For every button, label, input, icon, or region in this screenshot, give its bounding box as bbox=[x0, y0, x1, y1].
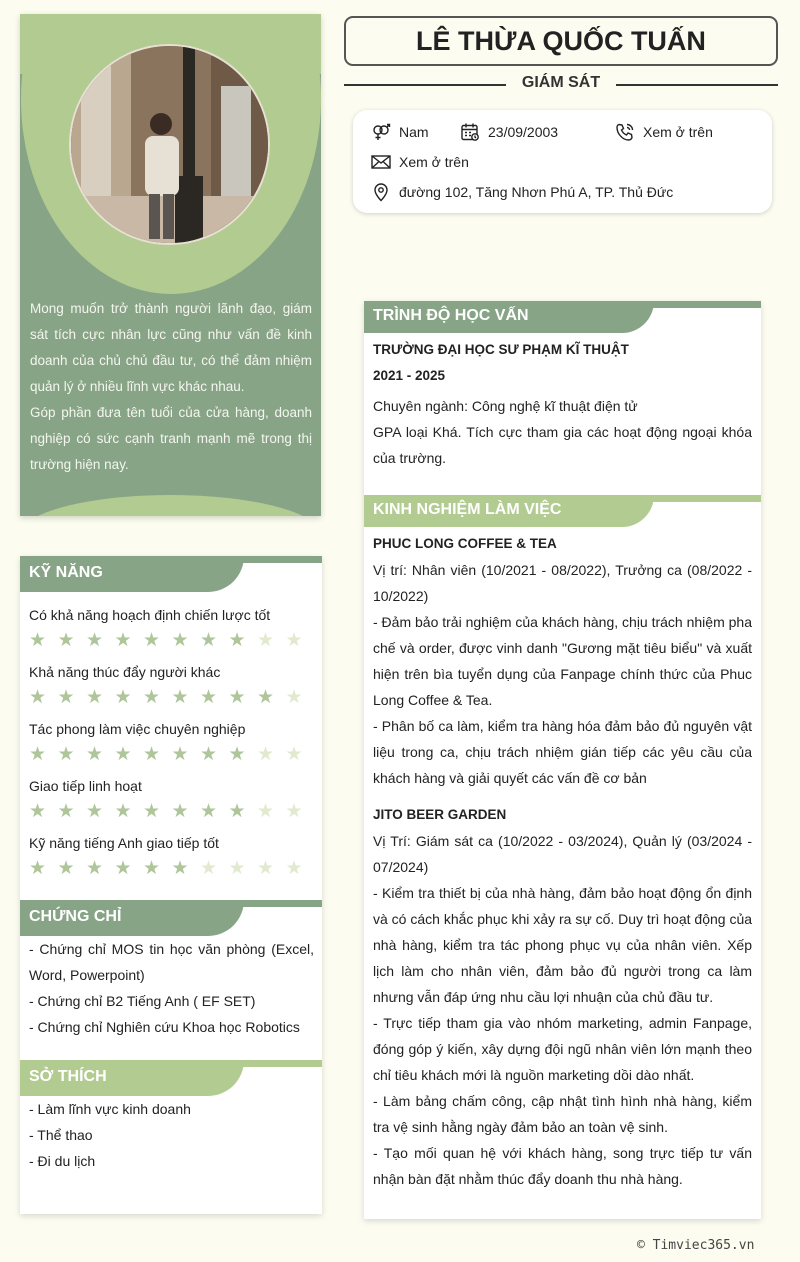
star-icon: ★ bbox=[228, 858, 246, 879]
skill-name: Tác phong làm việc chuyên nghiệp bbox=[29, 721, 246, 737]
star-icon: ★ bbox=[86, 801, 104, 822]
star-icon: ★ bbox=[57, 687, 75, 708]
star-icon: ★ bbox=[143, 801, 161, 822]
company-name: JITO BEER GARDEN bbox=[373, 807, 507, 822]
job-title: GIÁM SÁT bbox=[521, 74, 601, 91]
section-title: CHỨNG CHỈ bbox=[29, 908, 122, 925]
hobby-list bbox=[29, 1096, 314, 1174]
gender-icon bbox=[371, 122, 391, 142]
email-value: Xem ở trên bbox=[399, 154, 469, 170]
star-icon: ★ bbox=[171, 801, 189, 822]
star-icon: ★ bbox=[171, 687, 189, 708]
location-pin-icon bbox=[371, 182, 391, 202]
star-icon: ★ bbox=[143, 687, 161, 708]
calendar-icon bbox=[460, 122, 480, 142]
list-item: - Làm lĩnh vực kinh doanh bbox=[29, 1101, 191, 1117]
star-icon: ★ bbox=[114, 687, 132, 708]
education-major: Chuyên ngành: Công nghệ kĩ thuật điện tử bbox=[373, 398, 638, 414]
full-name: LÊ THỪA QUỐC TUẤN bbox=[344, 16, 778, 66]
star-icon: ★ bbox=[200, 801, 218, 822]
star-icon: ★ bbox=[143, 744, 161, 765]
school-name: TRƯỜNG ĐẠI HỌC SƯ PHẠM KĨ THUẬT bbox=[373, 342, 629, 357]
section-header-certificates bbox=[20, 900, 322, 936]
star-icon: ★ bbox=[86, 858, 104, 879]
star-icon: ★ bbox=[285, 630, 303, 651]
star-icon: ★ bbox=[200, 630, 218, 651]
job-detail: - Làm bảng chấm công, cập nhật tình hình nhà hàng, kiểm tra vệ sinh hằng ngày đảm bảo an toàn vệ sinh. bbox=[373, 1093, 752, 1135]
skill-item bbox=[29, 718, 314, 766]
star-icon: ★ bbox=[114, 744, 132, 765]
address-value: đường 102, Tăng Nhơn Phú A, TP. Thủ Đức bbox=[399, 184, 674, 200]
skill-item bbox=[29, 604, 314, 652]
divider bbox=[344, 84, 506, 86]
star-icon: ★ bbox=[29, 630, 47, 651]
section-header-education bbox=[364, 301, 761, 333]
star-icon: ★ bbox=[257, 858, 275, 879]
star-icon: ★ bbox=[29, 744, 47, 765]
star-icon: ★ bbox=[86, 630, 104, 651]
star-icon: ★ bbox=[228, 630, 246, 651]
star-icon: ★ bbox=[29, 858, 47, 879]
job-detail: - Đảm bảo trải nghiệm của khách hàng, chịu trách nhiệm pha chế và order, được vinh danh "Gương mặt tiêu biểu" và xuất hiện trên bìa tuyển dụng của Fanpage chính thức của Phuc Long Coffee & Tea. bbox=[373, 614, 752, 708]
section-title: SỞ THÍCH bbox=[29, 1068, 107, 1085]
star-icon: ★ bbox=[29, 687, 47, 708]
skill-rating bbox=[29, 687, 314, 709]
objective-line: Góp phần đưa tên tuổi của cửa hàng, doanh nghiệp có sức cạnh tranh mạnh mẽ trong thị trường hiện nay. bbox=[30, 405, 312, 472]
star-icon: ★ bbox=[29, 801, 47, 822]
contact-dob bbox=[460, 122, 558, 142]
profile-panel bbox=[20, 14, 321, 516]
star-icon: ★ bbox=[143, 858, 161, 879]
star-icon: ★ bbox=[171, 744, 189, 765]
section-header-skills bbox=[20, 556, 322, 592]
phone-icon bbox=[615, 122, 635, 142]
experience-job bbox=[373, 802, 752, 1192]
skill-name: Khả năng thúc đẩy người khác bbox=[29, 664, 221, 680]
education-block bbox=[373, 337, 752, 471]
star-icon: ★ bbox=[285, 801, 303, 822]
star-icon: ★ bbox=[57, 858, 75, 879]
star-icon: ★ bbox=[86, 744, 104, 765]
envelope-icon bbox=[371, 152, 391, 172]
list-item: - Thể thao bbox=[29, 1127, 93, 1143]
section-header-hobbies bbox=[20, 1060, 322, 1096]
divider bbox=[616, 84, 778, 86]
skill-rating bbox=[29, 858, 314, 880]
star-icon: ★ bbox=[143, 630, 161, 651]
footer-brand: © Timviec365.vn bbox=[637, 1238, 755, 1253]
skill-rating bbox=[29, 744, 314, 766]
certificate-list bbox=[29, 936, 314, 1040]
phone-value: Xem ở trên bbox=[643, 124, 713, 140]
list-item: - Chứng chỉ Nghiên cứu Khoa học Robotics bbox=[29, 1019, 300, 1035]
job-detail: - Phân bố ca làm, kiểm tra hàng hóa đảm bảo đủ nguyên vật liệu trong ca, chịu trách nhiệm gián tiếp các yêu cầu của khách hàng và giải quyết các vấn đề cơ bản bbox=[373, 718, 752, 786]
star-icon: ★ bbox=[57, 630, 75, 651]
list-item: - Chứng chỉ B2 Tiếng Anh ( EF SET) bbox=[29, 993, 256, 1009]
star-icon: ★ bbox=[257, 630, 275, 651]
star-icon: ★ bbox=[257, 687, 275, 708]
star-icon: ★ bbox=[171, 630, 189, 651]
star-icon: ★ bbox=[57, 801, 75, 822]
star-icon: ★ bbox=[86, 687, 104, 708]
contact-card bbox=[353, 110, 772, 213]
skill-rating bbox=[29, 801, 314, 823]
star-icon: ★ bbox=[57, 744, 75, 765]
contact-gender bbox=[371, 122, 429, 142]
experience-job bbox=[373, 531, 752, 791]
star-icon: ★ bbox=[285, 858, 303, 879]
star-icon: ★ bbox=[228, 744, 246, 765]
skill-name: Giao tiếp linh hoạt bbox=[29, 778, 142, 794]
list-item: - Đi du lịch bbox=[29, 1153, 96, 1169]
job-position: Vị trí: Nhân viên (10/2021 - 08/2022), Trưởng ca (08/2022 - 10/2022) bbox=[373, 562, 752, 604]
star-icon: ★ bbox=[285, 687, 303, 708]
skill-item bbox=[29, 775, 314, 823]
star-icon: ★ bbox=[171, 858, 189, 879]
skill-name: Kỹ năng tiếng Anh giao tiếp tốt bbox=[29, 835, 219, 851]
star-icon: ★ bbox=[200, 858, 218, 879]
skill-item bbox=[29, 832, 314, 880]
education-years: 2021 - 2025 bbox=[373, 368, 446, 383]
section-title: KINH NGHIỆM LÀM VIỆC bbox=[373, 501, 562, 518]
star-icon: ★ bbox=[114, 630, 132, 651]
star-icon: ★ bbox=[200, 744, 218, 765]
job-detail: - Kiểm tra thiết bị của nhà hàng, đảm bảo hoạt động ổn định và có cách khắc phục khi xảy ra sự cố. Duy trì hoạt động của nhà hàng, kiểm tra tác phong phục vụ của nhân viên. Xếp lịch làm cho nhân viên, đảm bảo đủ người trong ca làm nhưng vẫn đáp ứng nhu cầu lợi nhuận của chủ đầu tư. bbox=[373, 885, 753, 1005]
left-card bbox=[20, 556, 322, 1214]
education-gpa: GPA loại Khá. Tích cực tham gia các hoạt động ngoại khóa của trường. bbox=[373, 424, 752, 466]
skill-name: Có khả năng hoạch định chiến lược tốt bbox=[29, 607, 271, 623]
profile-arc bbox=[20, 495, 321, 516]
objective-line: Mong muốn trở thành người lãnh đạo, giám sát tích cực nhân lực cũng như vấn đề kinh doanh của chủ chủ đầu tư, có thể đảm nhiệm quản lý ở nhiều lĩnh vực khác nhau. bbox=[30, 301, 312, 394]
dob-value: 23/09/2003 bbox=[488, 124, 559, 140]
list-item: - Chứng chỉ MOS tin học văn phòng (Excel, Word, Powerpoint) bbox=[29, 941, 314, 983]
star-icon: ★ bbox=[228, 687, 246, 708]
job-detail: - Trực tiếp tham gia vào nhóm marketing, admin Fanpage, đóng góp ý kiến, xây dựng đội ngũ nhân viên lớn mạnh theo chỉ tiêu khách mới là nguồn marketing dồi dào nhất. bbox=[373, 1015, 752, 1083]
contact-address bbox=[371, 182, 673, 202]
contact-email bbox=[371, 152, 469, 172]
section-title: KỸ NĂNG bbox=[29, 564, 103, 581]
career-objective bbox=[30, 296, 312, 478]
avatar bbox=[69, 44, 270, 245]
skill-rating bbox=[29, 630, 314, 652]
section-title: TRÌNH ĐỘ HỌC VẤN bbox=[373, 307, 529, 324]
star-icon: ★ bbox=[200, 687, 218, 708]
company-name: PHUC LONG COFFEE & TEA bbox=[373, 536, 557, 551]
section-header-experience bbox=[364, 495, 761, 527]
gender-value: Nam bbox=[399, 124, 429, 140]
job-position: Vị Trí: Giám sát ca (10/2022 - 03/2024), Quản lý (03/2024 - 07/2024) bbox=[373, 833, 752, 875]
star-icon: ★ bbox=[114, 801, 132, 822]
star-icon: ★ bbox=[114, 858, 132, 879]
job-detail: - Tạo mối quan hệ với khách hàng, song trực tiếp tư vấn nhận bàn đặt nhằm thúc đẩy doanh thu nhà hàng. bbox=[373, 1145, 752, 1187]
star-icon: ★ bbox=[257, 801, 275, 822]
star-icon: ★ bbox=[285, 744, 303, 765]
star-icon: ★ bbox=[228, 801, 246, 822]
contact-phone bbox=[615, 122, 713, 142]
skill-item bbox=[29, 661, 314, 709]
star-icon: ★ bbox=[257, 744, 275, 765]
right-card bbox=[364, 301, 761, 1219]
